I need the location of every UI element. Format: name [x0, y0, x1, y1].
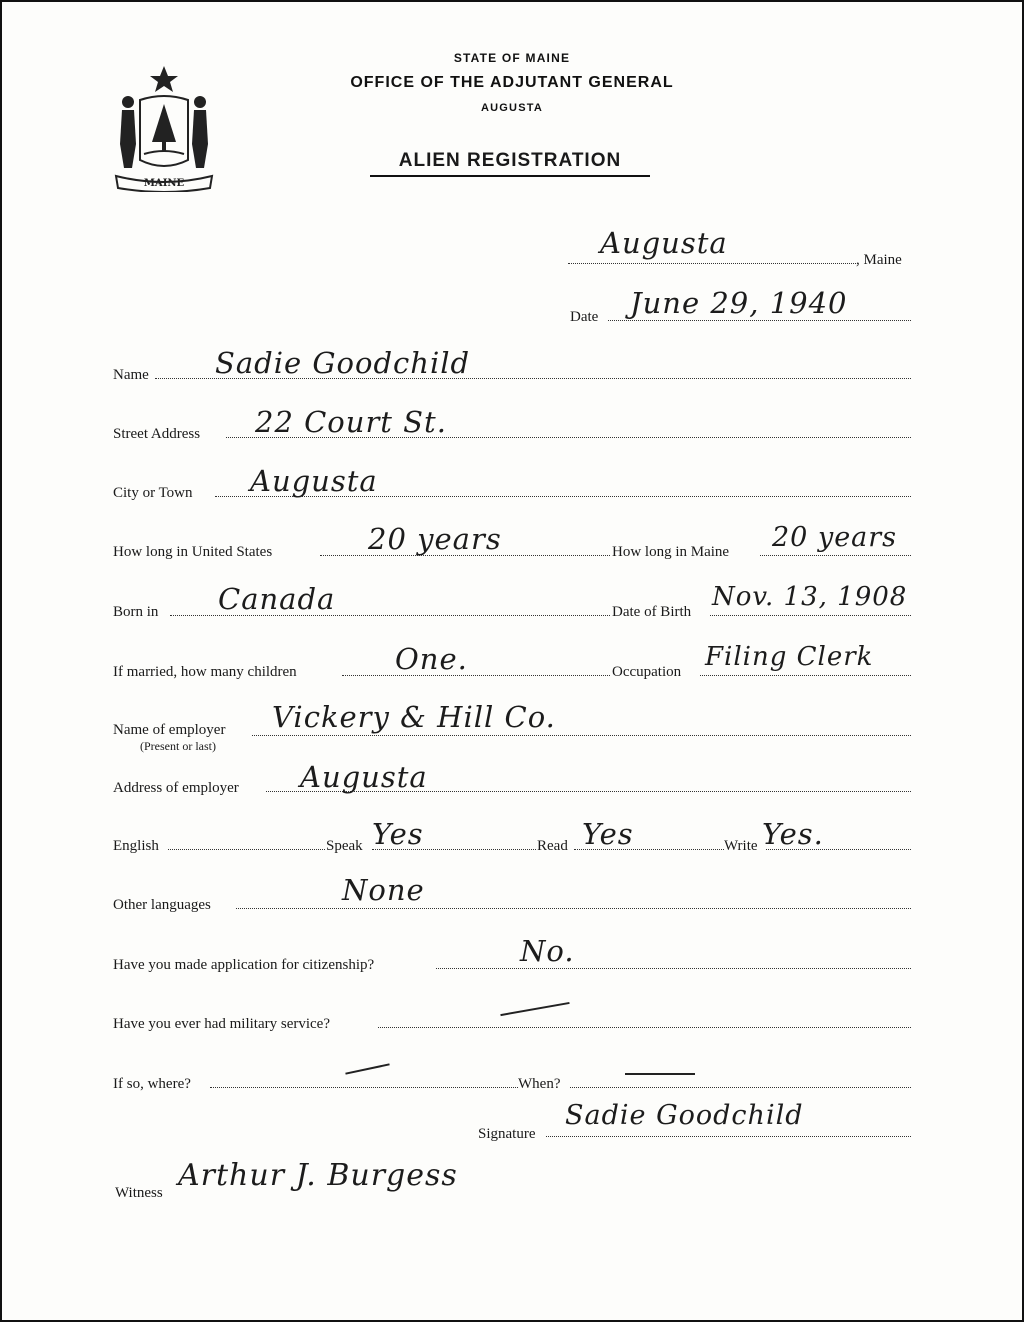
how-long-us-value[interactable]: 20 years	[368, 522, 502, 556]
military-label: Have you ever had military service?	[113, 1016, 330, 1032]
city-or-town-label: City or Town	[113, 485, 193, 501]
maine-label: , Maine	[856, 252, 902, 268]
name-label: Name	[113, 367, 149, 383]
date-of-birth-value[interactable]: Nov. 13, 1908	[712, 582, 908, 612]
read-value[interactable]: Yes	[582, 817, 634, 851]
citizenship-label: Have you made application for citizenship?	[113, 957, 375, 973]
form-title: ALIEN REGISTRATION	[370, 150, 650, 177]
street-address-value[interactable]: 22 Court St.	[255, 405, 447, 439]
read-label: Read	[537, 838, 568, 854]
employer-name-label: Name of employer	[113, 722, 226, 738]
witness-value[interactable]: Arthur J. Burgess	[178, 1158, 458, 1193]
date-of-birth-label: Date of Birth	[612, 604, 692, 620]
office-heading: OFFICE OF THE ADJUTANT GENERAL	[350, 74, 674, 91]
when-label: When?	[518, 1076, 561, 1092]
born-in-value[interactable]: Canada	[218, 582, 336, 616]
speak-value[interactable]: Yes	[372, 817, 424, 851]
occupation-label: Occupation	[612, 664, 682, 680]
other-languages-label: Other languages	[113, 897, 211, 913]
where-label: If so, where?	[113, 1076, 191, 1092]
born-in-label: Born in	[113, 604, 159, 620]
state-heading: STATE OF MAINE	[453, 51, 571, 65]
date-value[interactable]: June 29, 1940	[630, 286, 848, 320]
write-label: Write	[724, 838, 758, 854]
street-address-label: Street Address	[113, 426, 201, 442]
occupation-value[interactable]: Filing Clerk	[705, 642, 874, 672]
witness-label: Witness	[115, 1185, 163, 1201]
city-heading: AUGUSTA	[481, 102, 543, 114]
signature-label: Signature	[478, 1126, 536, 1142]
english-label: English	[113, 838, 159, 854]
employer-address-value[interactable]: Augusta	[300, 760, 428, 794]
how-long-maine-value[interactable]: 20 years	[772, 522, 898, 553]
children-value[interactable]: One.	[395, 642, 468, 676]
children-label: If married, how many children	[113, 664, 297, 680]
citizenship-value[interactable]: No.	[520, 934, 575, 968]
employer-name-sublabel: (Present or last)	[140, 739, 216, 753]
other-languages-value[interactable]: None	[342, 873, 425, 907]
name-value[interactable]: Sadie Goodchild	[215, 346, 471, 380]
date-label: Date	[570, 309, 599, 325]
place-value[interactable]: Augusta	[600, 226, 728, 260]
write-value[interactable]: Yes.	[762, 817, 824, 851]
speak-label: Speak	[326, 838, 363, 854]
when-answer-dash[interactable]	[625, 1073, 695, 1075]
city-or-town-value[interactable]: Augusta	[250, 464, 378, 498]
employer-name-value[interactable]: Vickery & Hill Co.	[272, 700, 556, 734]
signature-value[interactable]: Sadie Goodchild	[565, 1100, 804, 1131]
how-long-us-label: How long in United States	[113, 544, 273, 560]
employer-address-label: Address of employer	[113, 780, 239, 796]
how-long-maine-label: How long in Maine	[612, 544, 730, 560]
svg-text:MAINE: MAINE	[143, 178, 185, 189]
